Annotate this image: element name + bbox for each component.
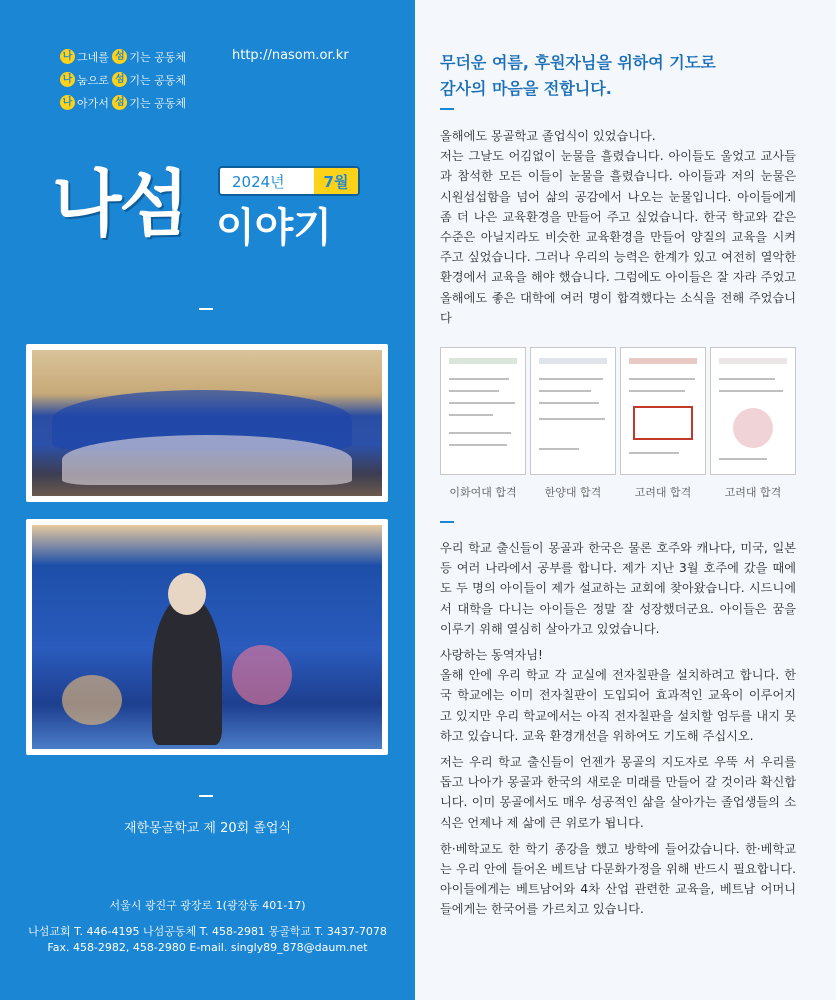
paragraph: 사랑하는 동역자님! 올해 안에 우리 학교 각 교실에 전자칠판을 설치하려고 합니다. 한국 학교에는 이미 전자칠판이 도입되어 효과적인 교육이 이루어지고 있지만 우리 학교에서는 아직 전자칠판을 설치할 엄두를 내지 못하고 있습니다. 교육 환경개선을 위하여도 기도해 주십시오. [440, 648, 796, 743]
acceptance-letter [440, 347, 526, 475]
divider [199, 795, 213, 797]
cert-label: 이화여대 합격 [449, 486, 517, 499]
slogan-line [60, 46, 186, 67]
slogan-text: 기는 공동체 [129, 73, 187, 87]
slogan-text: 기는 공동체 [129, 96, 187, 110]
photo-image [32, 525, 382, 749]
slogan-badge: 섬 [112, 72, 127, 87]
slogan-line [60, 69, 186, 90]
acceptance-labels [440, 484, 796, 500]
newsletter-title: 나섬 [52, 162, 188, 246]
issue-year: 2024년 [232, 172, 285, 191]
slogan-text: 기는 공동체 [129, 50, 187, 64]
slogan-badge: 섬 [112, 49, 127, 64]
address: 서울시 광진구 광장로 1(광장동 401-17) [109, 899, 306, 912]
acceptance-letters [440, 347, 796, 475]
paragraph: 저는 그날도 어김없이 눈물을 흘렸습니다. 아이들도 울었고 교사들과 참석한 모든 이들이 눈물을 흘렸습니다. 아이들과 저의 눈물은 시원섭섭함을 넘어 삶의 공감에서 나오는 눈물입니다. 아이들에게 좀 더 나은 교육환경을 만들어 주고 싶었습니다. 한국 학교와 같은 수준은 아닐지라도 비슷한 교육환경을 만들어 양질의 교육을 시켜주고 싶었습니다. 그러나 우리의 능력은 한계가 있고 여전히 열악한 환경에서 교육을 해야 했습니다. 그럼에도 아이들은 잘 자라 주었고 올해에도 좋은 대학에 여러 명이 합격했다는 소식을 전해 주었습니다 [440, 149, 796, 325]
paragraph: 올해에도 몽골학교 졸업식이 있었습니다. [440, 129, 656, 143]
newsletter-subtitle: 이야기 [216, 205, 332, 251]
graduation-group-photo [26, 344, 388, 502]
contact-footer [0, 898, 415, 956]
left-panel [0, 0, 415, 1000]
acceptance-letter [620, 347, 706, 475]
headline-line: 감사의 마음을 전합니다. [440, 79, 612, 98]
article-body [440, 538, 796, 926]
slogan-text: 눔으로 [77, 73, 109, 87]
slogan-text: 그네를 [77, 50, 109, 64]
slogan-line [60, 92, 186, 113]
website-link[interactable]: http://nasom.or.kr [232, 48, 349, 63]
article-headline [440, 50, 800, 102]
paragraph: 우리 학교 출신들이 몽골과 한국은 물론 호주와 캐나다, 미국, 일본 등 여러 나라에서 공부를 합니다. 제가 지난 3월 호주에 갔을 때에도 두 명의 아이들이 제가 설교하는 교회에 찾아왔습니다. 시드니에서 대학을 다니는 아이들은 정말 잘 성장했더군요. 아이들은 꿈을 이루기 위해 열심히 살아가고 있었습니다. [440, 541, 796, 636]
phone-numbers: 나섬교회 T. 446-4195 나섬공동체 T. 458-2981 몽골학교 T. 3437-7078 [28, 925, 387, 938]
slogan-badge: 나 [60, 95, 75, 110]
photo-image [32, 350, 382, 496]
cert-label: 한양대 합격 [544, 486, 602, 499]
issue-date-box [218, 166, 360, 196]
slogan-badge: 나 [60, 49, 75, 64]
slogan-list [60, 46, 186, 115]
cert-label: 고려대 합격 [724, 486, 782, 499]
divider [440, 108, 454, 110]
divider [199, 308, 213, 310]
paragraph: 저는 우리 학교 출신들이 언젠가 몽골의 지도자로 우뚝 서 우리를 돕고 나아가 몽골과 한국의 새로운 미래를 만들어 갈 것이라 확신합니다. 이미 몽골에서도 매우 성공적인 삶을 살아가는 졸업생들의 소식은 언제나 제 삶에 큰 위로가 됩니다. [440, 755, 796, 830]
paragraph: 한·베학교도 한 학기 종강을 했고 방학에 들어갔습니다. 한·베학교는 우리 안에 들어온 베트남 다문화가정을 위해 반드시 필요합니다. 아이들에게는 베트남어와 4차 산업 관련한 교육을, 베트남 어머니들에게는 한국어를 가르치고 있습니다. [440, 841, 796, 917]
acceptance-letter [710, 347, 796, 475]
fax-email: Fax. 458-2982, 458-2980 E-mail. singly89_878@daum.net [47, 941, 368, 954]
headline-line: 무더운 여름, 후원자님을 위하여 기도로 [440, 53, 716, 72]
cert-label: 고려대 합격 [634, 486, 692, 499]
slogan-text: 아가서 [77, 96, 109, 110]
slogan-badge: 나 [60, 72, 75, 87]
issue-month: 7월 [314, 168, 358, 194]
slogan-badge: 섬 [112, 95, 127, 110]
photo-caption: 재한몽골학교 제 20회 졸업식 [123, 821, 292, 836]
acceptance-letter [530, 347, 616, 475]
divider [440, 521, 454, 523]
article-intro [440, 126, 796, 328]
graduation-speech-photo [26, 519, 388, 755]
